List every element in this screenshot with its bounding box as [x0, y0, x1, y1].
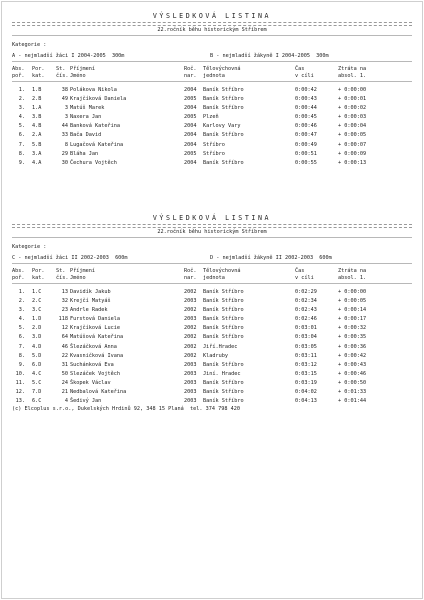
category-line — [12, 53, 412, 60]
table-cell: Krejčí Matyáš — [70, 298, 111, 305]
table-cell: 1.B — [32, 87, 42, 93]
table-cell: + 0:01:44 — [338, 398, 367, 405]
col-head: v cíli — [295, 275, 314, 281]
table-cell: 9. — [18, 159, 25, 166]
column-header-line-2 — [12, 275, 412, 282]
col-head: Abs. — [12, 268, 25, 274]
table-cell: + 0:00:00 — [338, 87, 367, 93]
table-cell: 6.D — [32, 361, 42, 368]
table-cell: 12. — [15, 389, 25, 396]
table-cell: 2005 — [184, 114, 197, 121]
table-cell: Baník Stříbro — [203, 398, 244, 405]
table-cell: 2004 — [184, 87, 197, 93]
col-head: Ztráta na — [338, 66, 367, 72]
table-row — [12, 86, 412, 95]
table-cell: 50 — [61, 370, 68, 377]
table-cell: Naxera Jan — [70, 114, 102, 121]
table-cell: Andrle Radek — [70, 307, 108, 314]
table-cell: + 0:00:32 — [338, 325, 367, 332]
table-cell: Baník Stříbro — [203, 389, 244, 396]
table-cell: + 0:00:35 — [338, 334, 367, 341]
table-cell: Baník Stříbro — [203, 105, 244, 112]
results-table — [12, 288, 412, 406]
table-row — [12, 352, 412, 361]
column-header-line-1 — [12, 268, 412, 275]
col-head: kat. — [32, 73, 45, 79]
category-right: B - nejmladší žákyně I 2004-2005 300m — [210, 53, 329, 59]
table-cell: 0:00:44 — [295, 105, 317, 112]
table-cell: + 0:00:05 — [338, 132, 367, 139]
table-cell: Polákova Nikola — [70, 87, 117, 93]
table-cell: 3 — [64, 105, 68, 112]
col-head: Příjmení — [70, 66, 95, 72]
table-cell: Kladruby — [203, 352, 228, 359]
table-cell: Baník Stříbro — [203, 159, 244, 166]
table-cell: 23 — [61, 307, 68, 314]
section-title: VÝSLEDKOVÁ LISTINA — [152, 12, 272, 20]
col-head: jednota — [203, 73, 225, 79]
col-head: Por. — [32, 268, 45, 274]
table-cell: Furstová Daniela — [70, 316, 120, 323]
table-cell: 0:00:51 — [295, 150, 317, 157]
table-cell: Baník Stříbro — [203, 87, 244, 93]
col-head: Čas — [295, 66, 305, 72]
table-cell: 0:00:45 — [295, 114, 317, 121]
table-cell: 1.D — [32, 316, 42, 323]
table-cell: 8. — [18, 150, 25, 157]
table-row — [12, 297, 412, 306]
table-cell: Baník Stříbro — [203, 361, 244, 368]
footer-text: (c) Elcoplus s.r.o., Dukelských Hrdinů 92, 348 15 Planá tel. 374 798 420 — [12, 406, 240, 413]
table-cell: Plzeň — [203, 114, 219, 121]
table-cell: Stříbro — [203, 141, 225, 148]
table-cell: 2.C — [32, 298, 42, 305]
table-cell: 44 — [61, 123, 68, 130]
table-cell: 0:03:12 — [295, 361, 317, 368]
table-cell: 32 — [61, 298, 68, 305]
col-head: Jméno — [70, 73, 86, 79]
col-head: Roč. — [184, 66, 197, 72]
col-head: Příjmení — [70, 268, 95, 274]
table-cell: 2003 — [184, 361, 197, 368]
table-cell: 1. — [18, 87, 25, 93]
table-cell: + 0:00:14 — [338, 307, 367, 314]
table-cell: Banková Kateřina — [70, 123, 120, 130]
col-head: Jméno — [70, 275, 86, 281]
table-cell: + 0:00:00 — [338, 289, 367, 295]
results-section-1 — [12, 12, 412, 168]
table-cell: 2003 — [184, 389, 197, 396]
table-cell: 2003 — [184, 316, 197, 323]
column-header-line-1 — [12, 66, 412, 73]
table-cell: 0:03:01 — [295, 325, 317, 332]
kategorie-label: Kategorie : — [12, 244, 47, 250]
table-cell: 2002 — [184, 289, 197, 295]
col-head: absol. 1. — [338, 73, 367, 79]
table-cell: 3.B — [32, 114, 42, 121]
table-cell: Bača David — [70, 132, 102, 139]
col-head: Roč. — [184, 268, 197, 274]
table-cell: 6. — [18, 334, 25, 341]
table-row — [12, 150, 412, 159]
double-rule — [12, 22, 412, 26]
table-cell: Baník Stříbro — [203, 298, 244, 305]
table-cell: 8 — [64, 141, 68, 148]
category-left: A - nejmladší žáci I 2004-2005 300m — [12, 53, 125, 59]
col-head: nar. — [184, 73, 197, 79]
table-cell: + 0:00:01 — [338, 96, 367, 103]
table-cell: Krajčíková Daniela — [70, 96, 127, 103]
col-head: Tělovýchovná — [203, 66, 241, 72]
table-cell: Jiní. Hradec — [203, 370, 241, 377]
table-cell: Baník Stříbro — [203, 96, 244, 103]
table-cell: Suchánková Eva — [70, 361, 114, 368]
table-cell: 0:04:02 — [295, 389, 317, 396]
table-cell: Baník Stříbro — [203, 289, 244, 295]
table-cell: 1. — [18, 289, 25, 295]
table-cell: Nedbalová Kateřina — [70, 389, 127, 396]
table-cell: Baník Stříbro — [203, 379, 244, 386]
table-cell: + 0:00:09 — [338, 150, 367, 157]
col-head: Abs. — [12, 66, 25, 72]
col-head: kat. — [32, 275, 45, 281]
category-right: D - nejmladší žákyně II 2002-2003 600m — [210, 255, 332, 261]
table-row — [12, 288, 412, 297]
table-cell: 5.D — [32, 352, 42, 359]
table-cell: 38 — [61, 87, 68, 93]
table-cell: + 0:00:02 — [338, 105, 367, 112]
table-cell: 49 — [61, 96, 68, 103]
col-head: Ztráta na — [338, 268, 367, 274]
col-head: St. — [56, 268, 66, 274]
table-cell: 7. — [18, 343, 25, 350]
col-head: čís. — [56, 73, 69, 79]
table-cell: 0:04:13 — [295, 398, 317, 405]
table-cell: 2. — [18, 298, 25, 305]
col-head: Čas — [295, 268, 305, 274]
event-title: 22.ročník běhu historickým Stříbrem — [157, 229, 267, 235]
table-cell: + 0:00:04 — [338, 123, 367, 130]
table-cell: 2004 — [184, 132, 197, 139]
table-cell: 6. — [18, 132, 25, 139]
results-section-2 — [12, 214, 412, 413]
table-cell: 9. — [18, 361, 25, 368]
table-cell: 29 — [61, 150, 68, 157]
table-cell: + 0:00:17 — [338, 316, 367, 323]
table-cell: 6.C — [32, 398, 42, 405]
table-cell: + 0:01:33 — [338, 389, 367, 396]
col-head: v cíli — [295, 73, 314, 79]
table-cell: + 0:00:42 — [338, 352, 367, 359]
table-cell: 2004 — [184, 141, 197, 148]
table-cell: 2.B — [32, 96, 42, 103]
col-head: Tělovýchovná — [203, 268, 241, 274]
table-cell: Baník Stříbro — [203, 334, 244, 341]
table-cell: 13. — [15, 398, 25, 405]
table-cell: Lugačová Kateřina — [70, 141, 124, 148]
table-row — [12, 388, 412, 397]
footer-line — [12, 406, 412, 413]
table-cell: Jiří.Hradec — [203, 343, 238, 350]
table-cell: 118 — [58, 316, 68, 323]
table-cell: 0:00:49 — [295, 141, 317, 148]
table-cell: Baník Stříbro — [203, 132, 244, 139]
table-cell: 7.D — [32, 389, 42, 396]
table-cell: 2005 — [184, 96, 197, 103]
table-cell: 10. — [15, 370, 25, 377]
table-cell: 0:03:11 — [295, 352, 317, 359]
table-cell: 2002 — [184, 334, 197, 341]
table-row — [12, 113, 412, 122]
table-cell: 2004 — [184, 105, 197, 112]
col-head: poř. — [12, 275, 25, 281]
table-cell: 0:02:34 — [295, 298, 317, 305]
table-cell: 7. — [18, 141, 25, 148]
table-cell: Šlezáčková Anna — [70, 343, 117, 350]
table-cell: Bláha Jan — [70, 150, 99, 157]
table-cell: Stříbro — [203, 150, 225, 157]
table-cell: 30 — [61, 159, 68, 166]
table-row — [12, 333, 412, 342]
table-cell: 4 — [64, 398, 68, 405]
table-row — [12, 379, 412, 388]
table-cell: 5.B — [32, 141, 42, 148]
table-cell: 2002 — [184, 343, 197, 350]
table-cell: + 0:00:05 — [338, 298, 367, 305]
table-cell: 0:03:04 — [295, 334, 317, 341]
table-row — [12, 95, 412, 104]
col-head: jednota — [203, 275, 225, 281]
table-cell: 4.D — [32, 343, 42, 350]
table-cell: 3.A — [32, 150, 42, 157]
table-cell: 2004 — [184, 159, 197, 166]
table-cell: 4. — [18, 316, 25, 323]
table-cell: Čechura Vojtěch — [70, 159, 117, 166]
table-cell: Baník Stříbro — [203, 316, 244, 323]
table-cell: + 0:00:46 — [338, 370, 367, 377]
table-cell: 4.C — [32, 370, 42, 377]
table-cell: 3.D — [32, 334, 42, 341]
table-cell: 0:02:43 — [295, 307, 317, 314]
table-cell: 4. — [18, 114, 25, 121]
table-cell: 0:03:19 — [295, 379, 317, 386]
table-row — [12, 104, 412, 113]
table-cell: 13 — [61, 289, 68, 295]
table-cell: Kvasničková Ivana — [70, 352, 124, 359]
table-cell: 8. — [18, 352, 25, 359]
table-cell: 2. — [18, 96, 25, 103]
table-cell: 0:02:46 — [295, 316, 317, 323]
table-row — [12, 343, 412, 352]
table-cell: + 0:00:50 — [338, 379, 367, 386]
col-head: nar. — [184, 275, 197, 281]
table-cell: 2.A — [32, 132, 42, 139]
table-row — [12, 361, 412, 370]
table-cell: 1.C — [32, 289, 42, 295]
results-table — [12, 86, 412, 168]
table-cell: 2.D — [32, 325, 42, 332]
table-cell: Davidík Jakub — [70, 289, 111, 295]
table-cell: Krajčíková Lucie — [70, 325, 120, 332]
table-cell: Karlovy Vary — [203, 123, 241, 130]
kategorie-label: Kategorie : — [12, 42, 47, 48]
table-cell: 0:00:42 — [295, 87, 317, 93]
table-cell: 1.A — [32, 105, 42, 112]
table-cell: 5. — [18, 123, 25, 130]
table-cell: Baník Stříbro — [203, 307, 244, 314]
table-cell: 2003 — [184, 398, 197, 405]
table-cell: 2002 — [184, 352, 197, 359]
table-cell: 2003 — [184, 370, 197, 377]
table-row — [12, 141, 412, 150]
table-cell: Matúšová Kateřina — [70, 334, 124, 341]
table-cell: Matúš Marek — [70, 105, 105, 112]
table-row — [12, 159, 412, 168]
col-head: absol. 1. — [338, 275, 367, 281]
table-row — [12, 315, 412, 324]
table-cell: + 0:00:36 — [338, 343, 367, 350]
table-row — [12, 397, 412, 406]
table-cell: 2003 — [184, 379, 197, 386]
category-line — [12, 255, 412, 262]
table-cell: 5.C — [32, 379, 42, 386]
table-cell: 46 — [61, 343, 68, 350]
table-cell: Baník Stříbro — [203, 325, 244, 332]
table-cell: 0:00:43 — [295, 96, 317, 103]
table-cell: 0:02:29 — [295, 289, 317, 295]
table-cell: 33 — [61, 132, 68, 139]
table-cell: + 0:00:43 — [338, 361, 367, 368]
table-cell: 0:00:47 — [295, 132, 317, 139]
table-cell: 0:00:46 — [295, 123, 317, 130]
table-cell: 4.B — [32, 123, 42, 130]
col-head: čís. — [56, 275, 69, 281]
table-row — [12, 306, 412, 315]
table-cell: 2004 — [184, 123, 197, 130]
table-cell: + 0:00:13 — [338, 159, 367, 166]
table-cell: 0:03:15 — [295, 370, 317, 377]
table-cell: 0:00:55 — [295, 159, 317, 166]
table-cell: 2003 — [184, 298, 197, 305]
table-row — [12, 122, 412, 131]
table-cell: 22 — [61, 352, 68, 359]
table-cell: 3. — [18, 105, 25, 112]
double-rule — [12, 224, 412, 228]
table-cell: 24 — [61, 379, 68, 386]
col-head: Por. — [32, 66, 45, 72]
table-row — [12, 131, 412, 140]
table-cell: 11. — [15, 379, 25, 386]
table-cell: 21 — [61, 389, 68, 396]
table-cell: + 0:00:07 — [338, 141, 367, 148]
table-cell: 3.C — [32, 307, 42, 314]
kategorie-label-line — [12, 42, 412, 49]
table-cell: 2002 — [184, 325, 197, 332]
col-head: poř. — [12, 73, 25, 79]
table-cell: + 0:00:03 — [338, 114, 367, 121]
table-row — [12, 324, 412, 333]
table-cell: Škopek Václav — [70, 379, 111, 386]
col-head: St. — [56, 66, 66, 72]
table-cell: 2005 — [184, 150, 197, 157]
category-left: C - nejmladší žáci II 2002-2003 600m — [12, 255, 128, 261]
table-cell: Šedivý Jan — [70, 398, 102, 405]
table-cell: 3. — [18, 307, 25, 314]
event-title: 22.ročník běhu historickým Stříbrem — [157, 27, 267, 33]
table-cell: 5. — [18, 325, 25, 332]
table-cell: 12 — [61, 325, 68, 332]
kategorie-label-line — [12, 244, 412, 251]
table-cell: 31 — [61, 361, 68, 368]
section-title: VÝSLEDKOVÁ LISTINA — [152, 214, 272, 222]
table-cell: Slezáček Vojtěch — [70, 370, 120, 377]
table-cell: 3 — [64, 114, 68, 121]
table-cell: 0:03:05 — [295, 343, 317, 350]
table-cell: 64 — [61, 334, 68, 341]
table-cell: 4.A — [32, 159, 42, 166]
table-cell: 2002 — [184, 307, 197, 314]
table-row — [12, 370, 412, 379]
column-header-line-2 — [12, 73, 412, 80]
